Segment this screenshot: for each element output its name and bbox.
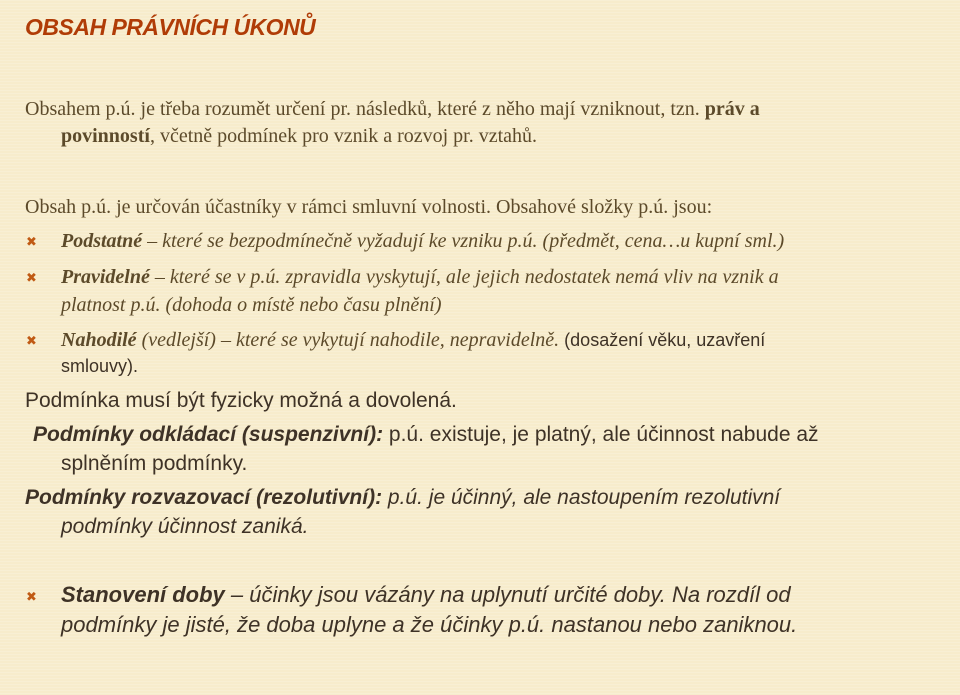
text-segment: – které se bezpodmínečně vyžadují ke vzniku p.ú. (předmět, cena…u kupní sml.) <box>142 230 785 252</box>
paragraph-content-definition-line2 <box>61 126 537 146</box>
bold-text-segment: Podmínky rozvazovací (rezolutivní): <box>25 486 383 509</box>
bold-text-segment: Stanovení doby <box>61 582 225 607</box>
text-segment: p.ú. je účinný, ale nastoupením rezolutivní <box>382 486 781 509</box>
condition-resolutive-line1 <box>25 487 780 508</box>
bold-text-segment: práv a <box>704 98 760 120</box>
list-item-regular-line2: platnost p.ú. (dohoda o místě nebo času plnění) <box>61 294 442 316</box>
x-mark-icon: ✖ <box>26 271 37 286</box>
x-mark-icon: ✖ <box>26 590 37 605</box>
bold-text-segment: povinností <box>61 125 150 147</box>
bold-text-segment: Pravidelné <box>61 266 150 288</box>
list-item-time-line2: podmínky je jisté, že doba uplyne a že účinky p.ú. nastanou nebo zaniknou. <box>61 612 798 637</box>
text-segment: – které se v p.ú. zpravidla vyskytují, ale jejich nedostatek nemá vliv na vznik a <box>149 266 779 288</box>
text-segment: Obsahem p.ú. je třeba rozumět určení pr. následků, které z něho mají vzniknout, tzn. <box>25 98 705 120</box>
condition-suspensive-line1 <box>33 424 819 445</box>
bold-text-segment: Nahodilé <box>61 329 137 351</box>
x-mark-icon: ✖ <box>26 235 37 250</box>
slide-title: OBSAH PRÁVNÍCH ÚKONŮ <box>25 14 316 40</box>
paragraph-content-definition-line1 <box>25 99 760 119</box>
text-segment: – účinky jsou vázány na uplynutí určité doby. Na rozdíl od <box>224 582 791 607</box>
condition-possible-line: Podmínka musí být fyzicky možná a dovolená. <box>25 389 457 412</box>
paragraph-content-components: Obsah p.ú. je určován účastníky v rámci smluvní volnosti. Obsahové složky p.ú. jsou: <box>25 196 713 218</box>
text-segment: (dosažení věku, uzavření <box>559 330 766 350</box>
condition-resolutive-line2: podmínky účinnost zaniká. <box>61 515 309 538</box>
list-item-incidental-line1 <box>61 330 765 350</box>
list-item-time-line1 <box>61 584 791 606</box>
x-mark-icon: ✖ <box>26 334 37 349</box>
list-item-regular-line1 <box>61 267 779 287</box>
text-segment: p.ú. existuje, je platný, ale účinnost nabude až <box>383 423 819 446</box>
condition-suspensive-line2: splněním podmínky. <box>61 452 248 475</box>
list-item-incidental-line2: smlouvy). <box>61 356 139 376</box>
bold-text-segment: Podmínky odkládací (suspenzivní): <box>33 423 384 446</box>
text-segment: (vedlejší) – které se vykytují nahodile, nepravidelně. <box>136 329 560 351</box>
text-segment: , včetně podmínek pro vznik a rozvoj pr. vztahů. <box>149 125 538 147</box>
list-item-essential <box>61 231 784 251</box>
bold-text-segment: Podstatné <box>61 230 143 252</box>
